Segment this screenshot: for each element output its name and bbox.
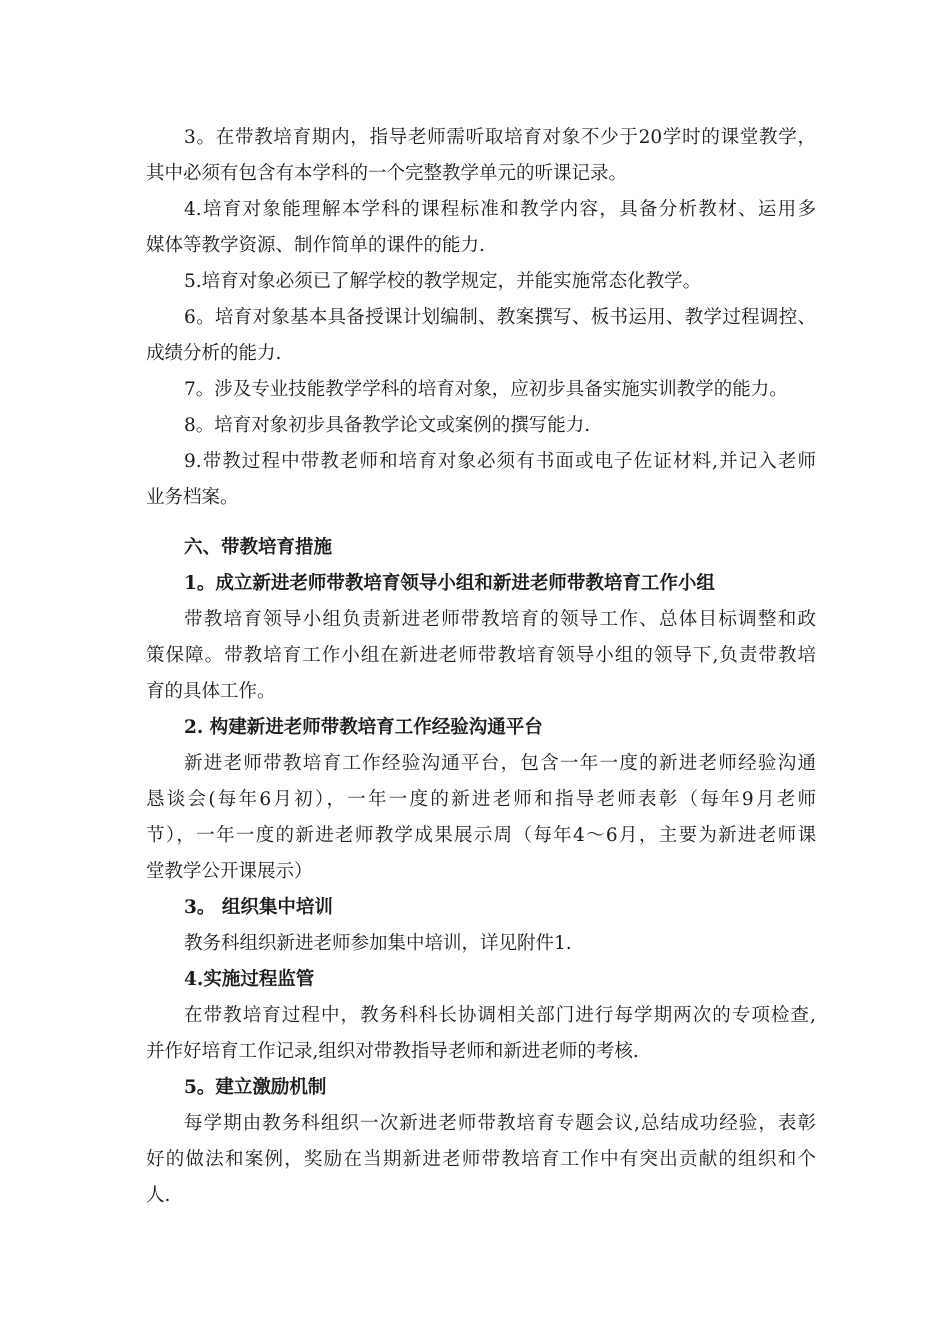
item-9-line-2: 业务档案。 <box>146 487 239 508</box>
measure-2-line-2: 恳谈会(每年6月初），一年一度的新进老师和指导老师表彰（每年9月老师 <box>146 789 816 810</box>
item-7-line-1: 7。涉及专业技能教学学科的培育对象，应初步具备实施实训教学的能力。 <box>184 379 788 400</box>
measure-5-heading: 5。建立激励机制 <box>184 1077 327 1098</box>
measure-5-line-2: 好的做法和案例，奖励在当期新进老师带教培育工作中有突出贡献的组织和个 <box>146 1149 816 1170</box>
item-3-line-2: 其中必须有包含有本学科的一个完整教学单元的听课记录。 <box>146 163 628 184</box>
document-page <box>146 120 816 1214</box>
measure-4-line-2: 并作好培育工作记录,组织对带教指导老师和新进老师的考核. <box>146 1041 639 1062</box>
measure-4-heading: 4.实施过程监管 <box>184 969 315 990</box>
measure-2-line-3: 节），一年一度的新进老师教学成果展示周（每年4～6月，主要为新进老师课 <box>146 825 816 846</box>
item-6-line-2: 成绩分析的能力. <box>146 343 282 364</box>
measure-1-line-3: 育的具体工作。 <box>146 681 276 702</box>
measure-3-line-1: 教务科组织新进老师参加集中培训，详见附件1. <box>184 933 572 954</box>
measure-1-line-2: 策保障。带教培育工作小组在新进老师带教培育领导小组的领导下,负责带教培 <box>146 645 816 666</box>
item-3-line-1: 3。在带教培育期内，指导老师需听取培育对象不少于20学时的课堂教学， <box>184 127 816 148</box>
item-8-line-1: 8。培育对象初步具备教学论文或案例的撰写能力. <box>184 415 591 436</box>
measure-2-line-4: 堂教学公开课展示） <box>146 861 313 882</box>
measure-5-line-3: 人. <box>146 1185 171 1206</box>
section-gap <box>146 516 816 530</box>
measure-5-line-1: 每学期由教务科组织一次新进老师带教培育专题会议,总结成功经验，表彰 <box>184 1113 816 1134</box>
item-4-line-2: 媒体等教学资源、制作简单的课件的能力. <box>146 235 485 256</box>
section-heading: 六、带教培育措施 <box>184 537 333 558</box>
item-5-line-1: 5.培育对象必须已了解学校的教学规定，并能实施常态化教学。 <box>184 271 702 292</box>
item-6-line-1: 6。培育对象基本具备授课计划编制、教案撰写、板书运用、教学过程调控、 <box>184 307 816 328</box>
measure-1-heading: 1。成立新进老师带教培育领导小组和新进老师带教培育工作小组 <box>184 573 715 594</box>
measure-1-line-1: 带教培育领导小组负责新进老师带教培育的领导工作、总体目标调整和政 <box>184 609 816 630</box>
item-4-line-1: 4.培育对象能理解本学科的课程标准和教学内容，具备分析教材、运用多 <box>184 199 816 220</box>
measure-2-line-1: 新进老师带教培育工作经验沟通平台，包含一年一度的新进老师经验沟通 <box>184 753 816 774</box>
item-9-line-1: 9.带教过程中带教老师和培育对象必须有书面或电子佐证材料,并记入老师 <box>184 451 816 472</box>
measure-3-heading: 3。 组织集中培训 <box>184 897 333 918</box>
measure-4-line-1: 在带教培育过程中，教务科科长协调相关部门进行每学期两次的专项检查, <box>184 1005 816 1026</box>
measure-2-heading: 2. 构建新进老师带教培育工作经验沟通平台 <box>184 717 543 738</box>
